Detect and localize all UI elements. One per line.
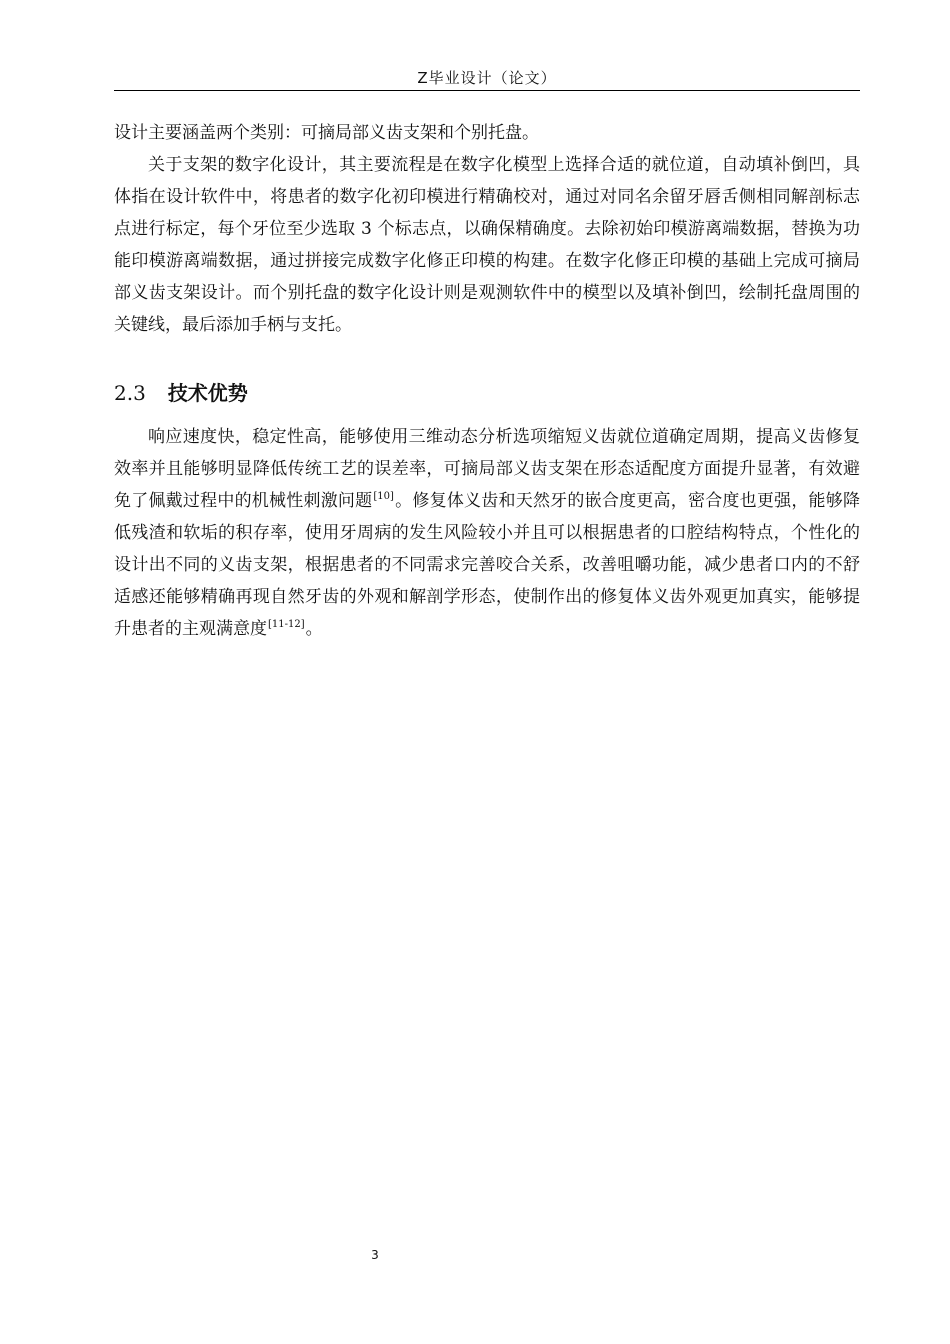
header-divider	[114, 90, 860, 91]
paragraph-text: 响应速度快，稳定性高，能够使用三维动态分析选项缩短义齿就位道确定周期，提高义齿修复效率并且能够明显降低传统工艺的误差率，可摘局部义齿支架在形态适配度方面提升显著，有效避免了佩戴过程中的机械性刺激问题	[114, 427, 860, 511]
section-heading	[114, 378, 248, 408]
paragraph-framework-design: 关于支架的数字化设计，其主要流程是在数字化模型上选择合适的就位道，自动填补倒凹，具体指在设计软件中，将患者的数字化初印模进行精确校对，通过对同名余留牙唇舌侧相同解剖标志点进行标定，每个牙位至少选取 3 个标志点，以确保精确度。去除初始印模游离端数据，替换为功能印模游离端数据，通过拼接完成数字化修正印模的构建。在数字化修正印模的基础上完成可摘局部义齿支架设计。而个别托盘的数字化设计则是观测软件中的模型以及填补倒凹，绘制托盘周围的关键线，最后添加手柄与支托。	[114, 155, 860, 335]
page-number: 3	[371, 1248, 379, 1262]
paragraph-text: 。修复体义齿和天然牙的嵌合度更高，密合度也更强，能够降低残渣和软垢的积存率，使用牙周病的发生风险较小并且可以根据患者的口腔结构特点，个性化的设计出不同的义齿支架，根据患者的不同需求完善咬合关系，改善咀嚼功能，减少患者口内的不舒适感还能够精确再现自然牙齿的外观和解剖学形态，使制作出的修复体义齿外观更加真实，能够提升患者的主观满意度	[114, 491, 861, 639]
paragraph-continuation: 设计主要涵盖两个类别：可摘局部义齿支架和个别托盘。	[114, 123, 539, 143]
running-header-title: Z毕业设计（论文）	[417, 69, 557, 87]
section-title: 技术优势	[167, 381, 248, 405]
citation-ref[interactable]: [10]	[373, 491, 394, 503]
paragraph-technical-advantages	[114, 421, 860, 645]
citation-ref[interactable]: [11-12]	[268, 619, 305, 631]
paragraph-text: 。	[305, 619, 323, 639]
section-number: 2.3	[114, 381, 146, 405]
